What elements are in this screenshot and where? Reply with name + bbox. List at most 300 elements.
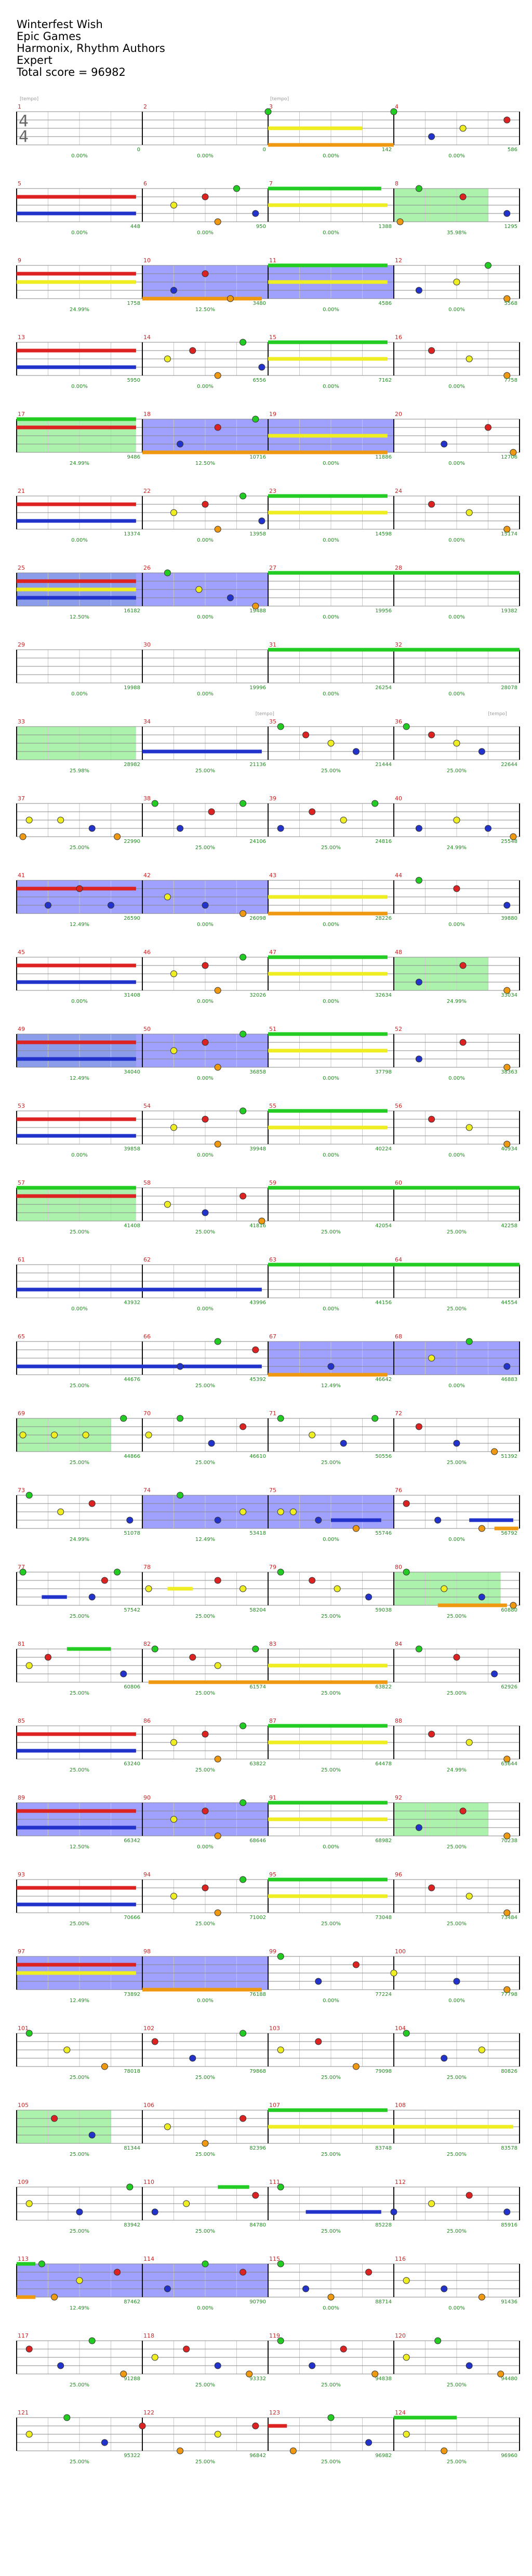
note-gem (240, 1586, 246, 1592)
note-gem (114, 2269, 121, 2275)
measure-percent: 12.49% (69, 2305, 90, 2311)
measure-score: 12706 (501, 454, 517, 460)
measure-number: 81 (18, 1641, 25, 1647)
note-gem (340, 2346, 347, 2352)
note-gem (164, 2124, 170, 2130)
note-gem (315, 1978, 322, 1984)
measure-number: 86 (143, 1718, 151, 1724)
note-gem (177, 825, 183, 831)
note-gem (215, 219, 221, 225)
measure-percent: 25.00% (321, 1614, 341, 1619)
note-gem (215, 987, 221, 994)
measure-score: 21136 (249, 762, 266, 768)
note-gem (416, 825, 422, 831)
total-score: Total score = 96982 (17, 66, 126, 78)
measure-percent: 0.00% (323, 2305, 339, 2311)
measure-number: 29 (18, 641, 25, 648)
note-gem (252, 2423, 259, 2429)
note-gem (89, 2338, 95, 2344)
measure-number: 61 (18, 1256, 25, 1263)
measure-score: 33034 (501, 992, 517, 998)
note-gem (309, 1577, 315, 1584)
measure-percent: 12.50% (69, 614, 90, 620)
measure-score: 44554 (501, 1300, 517, 1306)
measure-score: 34040 (124, 1069, 140, 1075)
measure-score: 96842 (249, 2453, 266, 2459)
note-gem (234, 185, 240, 192)
measure-number: 45 (18, 949, 25, 956)
measure-number: 112 (395, 2179, 406, 2185)
measure-score: 63240 (124, 1761, 140, 1767)
measure-percent: 35.98% (446, 230, 467, 236)
note-gem (460, 1039, 466, 1045)
note-gem (372, 1415, 378, 1421)
note-gem (215, 526, 221, 532)
measure-number: 10 (143, 257, 151, 264)
measure-score: 13958 (249, 531, 266, 537)
measure-score: 4586 (378, 301, 392, 306)
note-gem (215, 1833, 221, 1839)
note-gem (353, 2063, 359, 2070)
note-gem (240, 1509, 246, 1515)
measure-score: 5568 (504, 301, 517, 306)
measure-score: 83942 (124, 2222, 140, 2228)
measure-percent: 0.00% (323, 1537, 339, 1542)
note-gem (177, 1415, 183, 1421)
measure-percent: 0.00% (323, 999, 339, 1004)
measure-number: 60 (395, 1179, 402, 1186)
measure-number: 37 (18, 795, 25, 802)
note-gem (114, 834, 121, 840)
measure-percent: 25.00% (69, 2075, 90, 2081)
note-gem (51, 1432, 58, 1438)
measure-number: 103 (269, 2025, 280, 2032)
measure-number: 59 (269, 1179, 276, 1186)
measure-score: 1388 (378, 224, 392, 230)
measure-percent: 12.50% (195, 307, 216, 313)
measure-percent: 0.00% (448, 538, 465, 543)
note-gem (240, 1723, 246, 1729)
measure-percent: 0.00% (323, 691, 339, 697)
measure-score: 46610 (249, 1454, 266, 1459)
measure-percent: 25.00% (195, 1614, 216, 1619)
measure-score: 28226 (375, 916, 392, 921)
measure-number: 118 (143, 2332, 154, 2339)
measure-score: 60880 (501, 1607, 517, 1613)
measure-number: 63 (269, 1256, 276, 1263)
measure-percent: 0.00% (448, 614, 465, 620)
measure-score: 9486 (127, 454, 140, 460)
note-gem (108, 902, 114, 908)
note-gem (164, 356, 170, 362)
note-gem (277, 723, 284, 730)
measure-number: 87 (269, 1718, 276, 1724)
measure-percent: 25.00% (446, 2152, 467, 2157)
measure-percent: 0.00% (323, 614, 339, 620)
measure-number: 41 (18, 872, 25, 879)
measure-percent: 0.00% (197, 922, 214, 928)
measure-percent: 0.00% (323, 230, 339, 236)
measure-percent: 0.00% (71, 1306, 88, 1312)
note-gem (403, 1569, 409, 1575)
note-gem (127, 2184, 133, 2190)
measure-number: 117 (18, 2332, 29, 2339)
note-gem (403, 2277, 409, 2284)
note-gem (240, 1424, 246, 1430)
measure-number: 123 (269, 2409, 280, 2416)
measure-number: 71 (269, 1410, 276, 1417)
note-gem (454, 1978, 460, 1984)
tempo-marker: [tempo] (488, 712, 507, 717)
measure-number: 27 (269, 565, 276, 571)
note-gem (478, 1594, 485, 1600)
measure-score: 36858 (249, 1069, 266, 1075)
note-gem (466, 509, 472, 516)
measure-number: 38 (143, 795, 151, 802)
measure-score: 65644 (501, 1761, 517, 1767)
measure-score: 44866 (124, 1454, 140, 1459)
song-title: Winterfest Wish (17, 18, 103, 31)
measure-number: 57 (18, 1179, 25, 1186)
measure-number: 100 (395, 1948, 406, 1955)
measure-score: 66342 (124, 1838, 140, 1844)
note-gem (202, 1885, 208, 1891)
note-gem (202, 1116, 208, 1122)
measure-score: 77224 (375, 1992, 392, 1997)
measure-percent: 25.00% (69, 1691, 90, 1696)
measure-percent: 0.00% (323, 461, 339, 466)
measure-percent: 25.00% (321, 2152, 341, 2157)
measure-number: 25 (18, 565, 25, 571)
note-gem (240, 1193, 246, 1199)
measure-score: 13374 (124, 531, 140, 537)
note-gem (403, 2431, 409, 2437)
measure-percent: 0.00% (197, 1076, 214, 1081)
measure-percent: 0.00% (71, 538, 88, 543)
note-gem (114, 1569, 121, 1575)
note-gem (277, 2047, 284, 2053)
note-gem (259, 518, 265, 524)
note-gem (454, 1654, 460, 1660)
measure-percent: 0.00% (71, 1152, 88, 1158)
note-gem (504, 1363, 510, 1370)
measure-percent: 0.00% (197, 384, 214, 390)
note-gem (51, 2294, 58, 2300)
measure-percent: 0.00% (71, 153, 88, 159)
measure-percent: 0.00% (197, 999, 214, 1004)
measure-score: 56792 (501, 1531, 517, 1536)
measure-score: 91436 (501, 2299, 517, 2305)
measure-score: 83578 (501, 2145, 517, 2151)
note-gem (145, 1586, 152, 1592)
measure-score: 26590 (124, 916, 140, 921)
measure-number: 85 (18, 1718, 25, 1724)
measure-percent: 25.00% (446, 1460, 467, 1466)
measure-number: 11 (269, 257, 276, 264)
measure-score: 43932 (124, 1300, 140, 1306)
note-gem (152, 800, 158, 807)
measure-percent: 0.00% (323, 922, 339, 928)
measure-number: 102 (143, 2025, 154, 2032)
measure-number: 28 (395, 565, 402, 571)
note-gem (416, 185, 422, 192)
note-gem (171, 1124, 177, 1131)
measure-score: 53418 (249, 1531, 266, 1536)
measure-number: 24 (395, 488, 402, 494)
note-gem (240, 2115, 246, 2122)
measure-score: 63822 (375, 1684, 392, 1690)
note-gem (366, 2439, 372, 2446)
note-gem (429, 1116, 435, 1122)
measure-percent: 25.00% (446, 1229, 467, 1235)
measure-percent: 25.00% (321, 1229, 341, 1235)
measure-number: 108 (395, 2102, 406, 2109)
measure-number: 73 (18, 1487, 25, 1494)
measure-number: 99 (269, 1948, 276, 1955)
measure-score: 58204 (249, 1607, 266, 1613)
measure-number: 80 (395, 1564, 402, 1571)
measure-percent: 0.00% (197, 1844, 214, 1850)
note-gem (466, 1893, 472, 1899)
measure-percent: 0.00% (323, 1152, 339, 1158)
note-gem (504, 2209, 510, 2215)
measure-percent: 25.00% (321, 1921, 341, 1927)
measure-number: 21 (18, 488, 25, 494)
measure-score: 68646 (249, 1838, 266, 1844)
measure-number: 90 (143, 1794, 151, 1801)
note-gem (164, 894, 170, 900)
note-gem (240, 1876, 246, 1883)
measure-number: 122 (143, 2409, 154, 2416)
measure-number: 30 (143, 641, 151, 648)
measure-score: 60806 (124, 1684, 140, 1690)
measure-percent: 25.00% (195, 1383, 216, 1389)
measure-percent: 25.00% (446, 1921, 467, 1927)
measure-score: 96960 (501, 2453, 517, 2459)
measure-score: 44156 (375, 1300, 392, 1306)
note-gem (366, 2269, 372, 2275)
measure-score: 21444 (375, 762, 392, 768)
measure-percent: 25.00% (446, 2229, 467, 2234)
note-gem (101, 2439, 108, 2446)
measure-score: 80826 (501, 2069, 517, 2074)
note-gem (252, 210, 259, 217)
measure-number: 74 (143, 1487, 151, 1494)
measure-percent: 25.00% (69, 1460, 90, 1466)
note-gem (190, 347, 196, 354)
measure-score: 10716 (249, 454, 266, 460)
note-gem (478, 1525, 485, 1532)
measure-percent: 25.00% (195, 2382, 216, 2388)
note-gem (26, 2346, 32, 2352)
note-gem (20, 1432, 26, 1438)
measure-number: 47 (269, 949, 276, 956)
note-gem (466, 2363, 472, 2369)
measure-percent: 25.00% (195, 1921, 216, 1927)
note-gem (334, 1586, 340, 1592)
note-gem (240, 910, 246, 917)
measure-number: 15 (269, 334, 276, 341)
note-gem (240, 339, 246, 345)
measure-number: 1 (18, 103, 21, 110)
measure-percent: 12.49% (69, 922, 90, 928)
measure-percent: 25.00% (321, 1767, 341, 1773)
note-gem (466, 356, 472, 362)
note-gem (83, 1432, 89, 1438)
measure-number: 124 (395, 2409, 406, 2416)
measure-percent: 25.00% (195, 2075, 216, 2081)
note-gem (485, 262, 491, 269)
note-gem (76, 886, 83, 892)
measure-score: 95322 (124, 2453, 140, 2459)
note-gem (460, 125, 466, 131)
note-gem (252, 1646, 259, 1652)
note-gem (240, 2269, 246, 2275)
measure-score: 0 (137, 147, 140, 153)
measure-number: 51 (269, 1026, 276, 1032)
note-gem (171, 1816, 177, 1822)
measure-percent: 25.00% (321, 2382, 341, 2388)
note-gem (240, 1108, 246, 1114)
measure-score: 73484 (501, 1915, 517, 1921)
measure-score: 45392 (249, 1377, 266, 1383)
measure-percent: 25.00% (321, 2075, 341, 2081)
measure-percent: 25.00% (446, 768, 467, 774)
note-gem (227, 595, 233, 601)
note-gem (215, 1577, 221, 1584)
measure-percent: 0.00% (448, 922, 465, 928)
tempo-marker: [tempo] (20, 97, 39, 102)
note-gem (353, 1962, 359, 1968)
measure-number: 23 (269, 488, 276, 494)
measure-percent: 0.00% (323, 1076, 339, 1081)
measure-percent: 25.00% (321, 1460, 341, 1466)
measure-number: 34 (143, 718, 151, 725)
note-gem (441, 441, 447, 447)
note-gem (190, 2055, 196, 2061)
note-gem (454, 740, 460, 746)
measure-score: 7758 (504, 378, 517, 383)
measure-number: 93 (18, 1871, 25, 1878)
measure-percent: 0.00% (448, 1998, 465, 2004)
measure-percent: 0.00% (448, 691, 465, 697)
note-gem (215, 424, 221, 431)
measure-number: 14 (143, 334, 151, 341)
note-gem (58, 1509, 64, 1515)
time-signature-bottom: 4 (19, 128, 29, 146)
note-gem (416, 1824, 422, 1831)
note-gem (26, 2201, 32, 2207)
measure-score: 5950 (127, 378, 140, 383)
measure-number: 98 (143, 1948, 151, 1955)
note-gem (38, 2261, 45, 2267)
measure-score: 82396 (249, 2145, 266, 2151)
note-gem (478, 2047, 485, 2053)
measure-score: 61574 (249, 1684, 266, 1690)
measure-number: 42 (143, 872, 151, 879)
note-gem (491, 1671, 498, 1677)
measure-percent: 0.00% (71, 384, 88, 390)
measure-percent: 0.00% (197, 153, 214, 159)
measure-number: 69 (18, 1410, 25, 1417)
note-gem (152, 2038, 158, 2045)
measure-score: 43996 (249, 1300, 266, 1306)
measure-score: 39948 (249, 1146, 266, 1152)
note-gem (152, 2354, 158, 2360)
measure-number: 7 (269, 180, 273, 187)
note-gem (202, 271, 208, 277)
measure-number: 43 (269, 872, 276, 879)
measure-score: 87462 (124, 2299, 140, 2305)
measure-percent: 0.00% (197, 230, 214, 236)
note-gem (164, 570, 170, 576)
note-gem (435, 1517, 441, 1523)
measure-percent: 25.00% (321, 1691, 341, 1696)
note-gem (466, 1338, 472, 1345)
measure-score: 25548 (501, 839, 517, 844)
measure-score: 85228 (375, 2222, 392, 2228)
measure-number: 114 (143, 2256, 154, 2262)
note-gem (76, 2277, 83, 2284)
measure-score: 64478 (375, 1761, 392, 1767)
measure-percent: 0.00% (323, 1844, 339, 1850)
note-gem (416, 877, 422, 883)
measure-number: 84 (395, 1641, 402, 1647)
note-gem (504, 210, 510, 217)
measure-score: 63822 (249, 1761, 266, 1767)
measure-number: 78 (143, 1564, 151, 1571)
measure-number: 75 (269, 1487, 276, 1494)
measure-score: 94480 (501, 2376, 517, 2382)
measure-score: 70666 (124, 1915, 140, 1921)
difficulty-label: Expert (17, 54, 52, 66)
measure-score: 39858 (124, 1146, 140, 1152)
measure-number: 52 (395, 1026, 402, 1032)
note-gem (26, 1492, 32, 1498)
note-gem (403, 2354, 409, 2360)
measure-number: 46 (143, 949, 151, 956)
measure-score: 26098 (249, 916, 266, 921)
measure-score: 73048 (375, 1915, 392, 1921)
note-gem (309, 1432, 315, 1438)
measure-number: 120 (395, 2332, 406, 2339)
note-gem (485, 825, 491, 831)
measure-percent: 0.00% (197, 1998, 214, 2004)
measure-number: 50 (143, 1026, 151, 1032)
note-gem (202, 1808, 208, 1814)
measure-percent: 0.00% (71, 999, 88, 1004)
measure-number: 65 (18, 1333, 25, 1340)
note-gem (51, 2115, 58, 2122)
measure-percent: 12.49% (69, 1076, 90, 1081)
measure-percent: 0.00% (323, 384, 339, 390)
measure-percent: 0.00% (197, 691, 214, 697)
measure-score: 28078 (501, 685, 517, 691)
measure-percent: 25.00% (446, 1614, 467, 1619)
note-gem (429, 347, 435, 354)
note-gem (64, 2047, 70, 2053)
measure-percent: 25.00% (446, 1306, 467, 1312)
note-gem (139, 2423, 145, 2429)
note-gem (277, 1415, 284, 1421)
note-gem (152, 1646, 158, 1652)
note-gem (315, 2038, 322, 2045)
measure-score: 28982 (124, 762, 140, 768)
note-gem (183, 2346, 190, 2352)
measure-percent: 25.00% (69, 1229, 90, 1235)
measure-percent: 25.00% (69, 2382, 90, 2388)
measure-score: 3480 (252, 301, 266, 306)
